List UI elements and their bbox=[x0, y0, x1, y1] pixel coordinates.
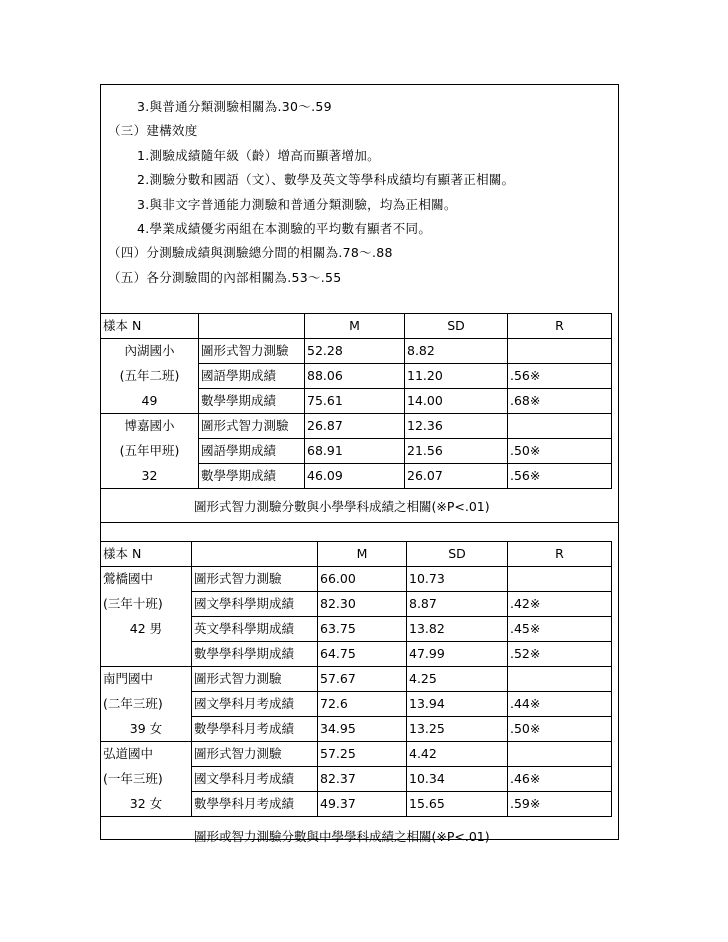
sd-cell: 12.36 bbox=[405, 414, 508, 439]
text-line: 3.與非文字普通能力測驗和普通分類測驗，均為正相關。 bbox=[137, 197, 457, 212]
test-cell: 數學學期成績 bbox=[199, 389, 305, 414]
r-cell bbox=[508, 742, 612, 767]
m-cell: 82.30 bbox=[318, 592, 407, 617]
sample-cell: 弘道國中 bbox=[101, 742, 192, 767]
header-sd: SD bbox=[405, 314, 508, 339]
m-cell: 88.06 bbox=[305, 364, 405, 389]
sd-cell: 47.99 bbox=[407, 642, 508, 667]
r-cell: .59※ bbox=[508, 792, 612, 817]
sample-cell: (一年三班) bbox=[101, 767, 192, 792]
r-cell: .44※ bbox=[508, 692, 612, 717]
r-cell bbox=[508, 667, 612, 692]
sd-cell: 10.73 bbox=[407, 567, 508, 592]
table-caption: 圖形式智力測驗分數與小學學科成績之相關(※P<.01) bbox=[194, 499, 490, 514]
sample-cell: 42 男 bbox=[101, 617, 192, 642]
table-row bbox=[101, 439, 612, 464]
header-sample: 樣本 N bbox=[101, 314, 199, 339]
table-junior-high bbox=[100, 541, 612, 817]
r-cell: .56※ bbox=[508, 364, 612, 389]
sd-cell: 21.56 bbox=[405, 439, 508, 464]
header-blank bbox=[192, 542, 318, 567]
r-cell: .50※ bbox=[508, 439, 612, 464]
table-caption: 圖形或智力測驗分數與中學學科成績之相關(※P<.01) bbox=[194, 829, 490, 844]
test-cell: 國文學科學期成績 bbox=[192, 592, 318, 617]
r-cell: .46※ bbox=[508, 767, 612, 792]
sd-cell: 8.82 bbox=[405, 339, 508, 364]
sd-cell: 14.00 bbox=[405, 389, 508, 414]
text-line: 4.學業成績優劣兩組在本測驗的平均數有顯者不同。 bbox=[137, 221, 432, 236]
sd-cell: 4.25 bbox=[407, 667, 508, 692]
table-header-row bbox=[101, 542, 612, 567]
header-sample: 樣本 N bbox=[101, 542, 192, 567]
test-cell: 數學學科月考成績 bbox=[192, 792, 318, 817]
test-cell: 國文學科月考成績 bbox=[192, 692, 318, 717]
m-cell: 57.67 bbox=[318, 667, 407, 692]
m-cell: 63.75 bbox=[318, 617, 407, 642]
r-cell bbox=[508, 414, 612, 439]
table-row bbox=[101, 642, 612, 667]
r-cell: .45※ bbox=[508, 617, 612, 642]
sample-cell bbox=[101, 642, 192, 667]
sample-cell: (五年二班) bbox=[101, 364, 199, 389]
header-m: M bbox=[305, 314, 405, 339]
sd-cell: 11.20 bbox=[405, 364, 508, 389]
m-cell: 75.61 bbox=[305, 389, 405, 414]
table-row bbox=[101, 617, 612, 642]
table-row bbox=[101, 767, 612, 792]
m-cell: 72.6 bbox=[318, 692, 407, 717]
section-heading: （五）各分測驗間的內部相關為.53～.55 bbox=[108, 270, 342, 285]
sample-cell: 32 女 bbox=[101, 792, 192, 817]
text-line: 2.測驗分數和國語（文）、數學及英文等學科成績均有顯著正相關。 bbox=[137, 172, 515, 187]
table-row bbox=[101, 389, 612, 414]
sample-cell: 49 bbox=[101, 389, 199, 414]
sample-cell: 內湖國小 bbox=[101, 339, 199, 364]
table-row bbox=[101, 414, 612, 439]
header-r: R bbox=[508, 314, 612, 339]
m-cell: 66.00 bbox=[318, 567, 407, 592]
m-cell: 49.37 bbox=[318, 792, 407, 817]
table-row bbox=[101, 567, 612, 592]
r-cell: .56※ bbox=[508, 464, 612, 489]
header-sd: SD bbox=[407, 542, 508, 567]
m-cell: 68.91 bbox=[305, 439, 405, 464]
test-cell: 英文學科學期成績 bbox=[192, 617, 318, 642]
test-cell: 圖形式智力測驗 bbox=[192, 742, 318, 767]
test-cell: 圖形式智力測驗 bbox=[199, 414, 305, 439]
sd-cell: 13.82 bbox=[407, 617, 508, 642]
r-cell: .68※ bbox=[508, 389, 612, 414]
table-header-row bbox=[101, 314, 612, 339]
divider bbox=[100, 522, 619, 523]
table-row bbox=[101, 792, 612, 817]
test-cell: 圖形式智力測驗 bbox=[199, 339, 305, 364]
m-cell: 82.37 bbox=[318, 767, 407, 792]
test-cell: 圖形式智力測驗 bbox=[192, 667, 318, 692]
m-cell: 57.25 bbox=[318, 742, 407, 767]
sample-cell: 鶯橋國中 bbox=[101, 567, 192, 592]
r-cell: .52※ bbox=[508, 642, 612, 667]
table-row bbox=[101, 339, 612, 364]
table-row bbox=[101, 692, 612, 717]
m-cell: 26.87 bbox=[305, 414, 405, 439]
table-row bbox=[101, 667, 612, 692]
table-row bbox=[101, 364, 612, 389]
sample-cell: 南門國中 bbox=[101, 667, 192, 692]
sample-cell: 博嘉國小 bbox=[101, 414, 199, 439]
table-elementary bbox=[100, 313, 612, 489]
sd-cell: 26.07 bbox=[405, 464, 508, 489]
text-line: 1.測驗成績隨年級（齡）增高而顯著增加。 bbox=[137, 148, 380, 163]
table-row bbox=[101, 592, 612, 617]
header-blank bbox=[199, 314, 305, 339]
r-cell bbox=[508, 339, 612, 364]
section-heading: （三）建構效度 bbox=[108, 123, 198, 138]
sd-cell: 4.42 bbox=[407, 742, 508, 767]
sd-cell: 15.65 bbox=[407, 792, 508, 817]
sd-cell: 13.25 bbox=[407, 717, 508, 742]
sample-cell: (五年甲班) bbox=[101, 439, 199, 464]
header-m: M bbox=[318, 542, 407, 567]
test-cell: 圖形式智力測驗 bbox=[192, 567, 318, 592]
sample-cell: (三年十班) bbox=[101, 592, 192, 617]
sd-cell: 10.34 bbox=[407, 767, 508, 792]
sample-cell: 39 女 bbox=[101, 717, 192, 742]
test-cell: 數學學期成績 bbox=[199, 464, 305, 489]
test-cell: 國文學科月考成績 bbox=[192, 767, 318, 792]
m-cell: 34.95 bbox=[318, 717, 407, 742]
table-row bbox=[101, 717, 612, 742]
table-row bbox=[101, 742, 612, 767]
r-cell: .42※ bbox=[508, 592, 612, 617]
r-cell bbox=[508, 567, 612, 592]
m-cell: 52.28 bbox=[305, 339, 405, 364]
test-cell: 國語學期成績 bbox=[199, 439, 305, 464]
text-line: 3.與普通分類測驗相關為.30～.59 bbox=[137, 99, 332, 114]
test-cell: 國語學期成績 bbox=[199, 364, 305, 389]
sample-cell: (二年三班) bbox=[101, 692, 192, 717]
sd-cell: 8.87 bbox=[407, 592, 508, 617]
sd-cell: 13.94 bbox=[407, 692, 508, 717]
m-cell: 64.75 bbox=[318, 642, 407, 667]
section-heading: （四）分測驗成績與測驗總分間的相關為.78～.88 bbox=[108, 245, 393, 260]
m-cell: 46.09 bbox=[305, 464, 405, 489]
table-row bbox=[101, 464, 612, 489]
sample-cell: 32 bbox=[101, 464, 199, 489]
test-cell: 數學學科月考成績 bbox=[192, 717, 318, 742]
r-cell: .50※ bbox=[508, 717, 612, 742]
header-r: R bbox=[508, 542, 612, 567]
test-cell: 數學學科學期成績 bbox=[192, 642, 318, 667]
